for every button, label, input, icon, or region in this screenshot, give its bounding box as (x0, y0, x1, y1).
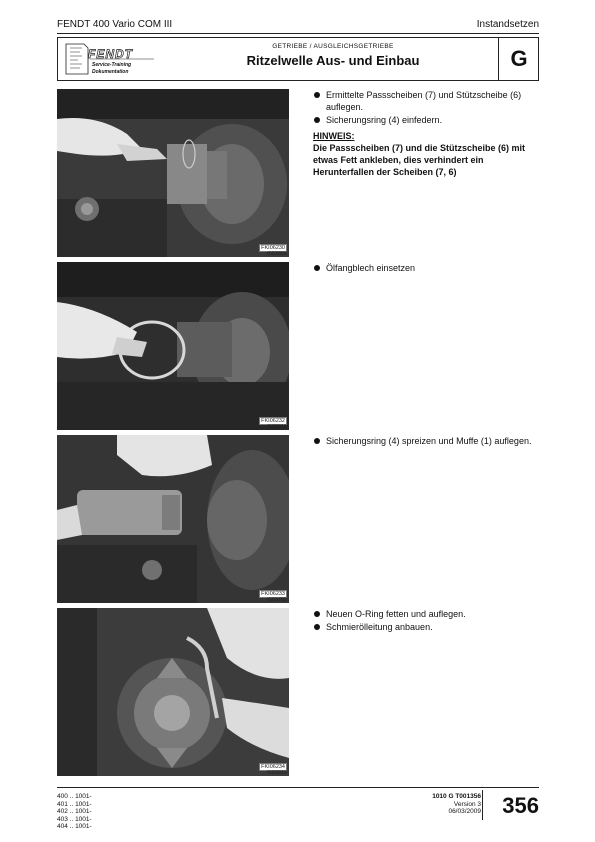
title-block (57, 37, 539, 81)
figure-reference: I003785 (267, 597, 287, 603)
chapter-letter: G (510, 46, 528, 71)
footer-vertical-divider (482, 790, 483, 820)
step-item: Sicherungsring (4) spreizen und Muffe (1) auflegen. (313, 435, 541, 447)
model-list (57, 793, 92, 831)
model-item: 402 .. 1001- (57, 808, 92, 815)
document-section: Instandsetzen (476, 19, 539, 30)
document-info (432, 793, 481, 816)
document-date: 06/03/2009 (448, 808, 481, 815)
document-version: Version 3 (453, 800, 481, 808)
bullet-icon (314, 438, 320, 444)
figure-code: FKI06230 (261, 245, 285, 251)
bullet-icon (314, 624, 320, 630)
step-group-4 (313, 608, 541, 634)
figure-4 (57, 608, 289, 776)
page-number: 356 (502, 793, 539, 818)
photo-oil-line (57, 608, 289, 776)
fendt-logo (62, 42, 158, 78)
step-item: Schmierölleitung anbauen. (313, 621, 541, 633)
figure-code: FKI06232 (261, 418, 285, 424)
step-item: Ermittelte Passscheiben (7) und Stützscheibe (6) auflegen. (313, 89, 541, 113)
page-title: Ritzelwelle Aus- und Einbau (246, 53, 420, 68)
step-group-1 (313, 89, 541, 178)
section-subtitle: GETRIEBE / AUSGLEICHSGETRIEBE (272, 43, 394, 50)
step-group-2 (313, 262, 541, 275)
logo-wordmark: FENDT (88, 47, 133, 61)
bullet-icon (314, 117, 320, 123)
step-item: Ölfangblech einsetzen (313, 262, 541, 274)
step-item: Sicherungsring (4) einfedern. (313, 114, 541, 126)
model-item: 404 .. 1001- (57, 823, 92, 830)
logo-subtitle: Service-Training (92, 62, 132, 68)
figure-reference: I003816 (267, 770, 287, 776)
figure-2 (57, 262, 289, 430)
photo-shaft-shims (57, 89, 289, 257)
photo-sleeve-mount (57, 435, 289, 603)
photo-oil-baffle (57, 262, 289, 430)
figure-1 (57, 89, 289, 257)
footer-divider (57, 787, 539, 788)
figure-3 (57, 435, 289, 603)
model-item: 400 .. 1001- (57, 793, 92, 800)
figure-reference: I003815 (267, 424, 287, 430)
note-label: HINWEIS: (313, 131, 355, 141)
step-group-3 (313, 435, 541, 448)
document-code: 1010 G T001356 (432, 793, 481, 800)
model-item: 401 .. 1001- (57, 800, 92, 808)
top-divider (57, 33, 539, 34)
bullet-icon (314, 611, 320, 617)
bullet-icon (314, 265, 320, 271)
step-item: Neuen O-Ring fetten und auflegen. (313, 608, 541, 620)
document-model: FENDT 400 Vario COM III (57, 19, 173, 30)
model-item: 403 .. 1001- (57, 815, 92, 823)
note-text: Die Passscheiben (7) und die Stützscheibe (6) mit etwas Fett ankleben, dies verhindert ein Herunterfallen der Scheiben (7, 6) (313, 143, 526, 177)
figure-reference: I003806 (267, 251, 287, 257)
figure-code: FKI06233 (261, 591, 285, 597)
logo-subtitle-2: Dokumentation (92, 69, 129, 75)
figure-code: FKI06234 (261, 764, 285, 770)
bullet-icon (314, 92, 320, 98)
